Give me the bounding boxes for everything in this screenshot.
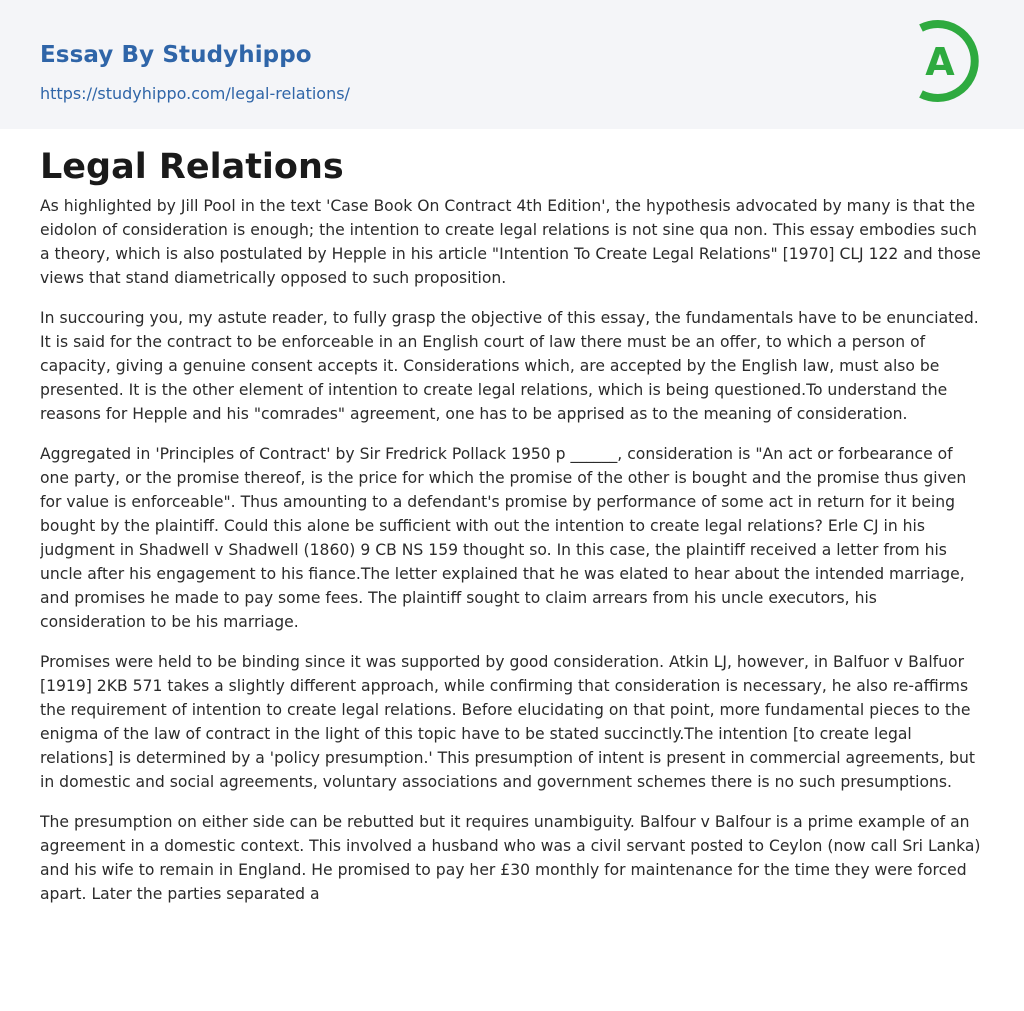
article-paragraph-4: Promises were held to be binding since it was supported by good consideration. Atkin LJ, however, in Balfuor v Balfuor [1919] 2KB 571 takes a slightly different approach, while confirming that consideration is necessary, he also re-affirms the requirement of intention to create legal relations. Before elucidating on that point, more fundamental pieces to the enigma of the law of contract in the light of this topic have to be stated succinctly.The intention [to create legal relations] is determined by a 'policy presumption.' This presumption of intent is present in commercial agreements, but in domestic and social agreements, voluntary associations and government schemes there is no such presumptions. — [40, 653, 975, 791]
site-title[interactable]: Essay By Studyhippo — [40, 42, 312, 68]
logo-icon — [900, 18, 986, 106]
page-url-link[interactable]: https://studyhippo.com/legal-relations/ — [40, 84, 350, 103]
page-title: Legal Relations — [40, 147, 344, 187]
article-paragraph-5: The presumption on either side can be rebutted but it requires unambiguity. Balfour v Balfour is a prime example of an agreement in a domestic context. This involved a husband who was a civil servant posted to Ceylon (now call Sri Lanka) and his wife to remain in England. He promised to pay her £30 monthly for maintenance for the time they were forced apart. Later the parties separated a — [40, 813, 981, 903]
article-paragraph-3: Aggregated in 'Principles of Contract' by Sir Fredrick Pollack 1950 p ______, consideration is "An act or forbearance of one party, or the promise thereof, is the price for which the promise of the other is bought and the promise thus given for value is enforceable". Thus amounting to a defendant's promise by performance of some act in return for it being bought by the plaintiff. Could this alone be sufficient with out the intention to create legal relations? Erle CJ in his judgment in Shadwell v Shadwell (1860) 9 CB NS 159 thought so. In this case, the plaintiff received a letter from his uncle after his engagement to his fiance.The letter explained that he was elated to hear about the intended marriage, and promises he made to pay some fees. The plaintiff sought to claim arrears from his uncle executors, his consideration to be his marriage. — [40, 445, 967, 631]
article-body — [40, 194, 986, 964]
article-paragraph-1: As highlighted by Jill Pool in the text 'Case Book On Contract 4th Edition', the hypothesis advocated by many is that the eidolon of consideration is enough; the intention to create legal relations is not sine qua non. This essay embodies such a theory, which is also postulated by Hepple in his article "Intention To Create Legal Relations" [1970] CLJ 122 and those views that stand diametrically opposed to such proposition. — [40, 197, 981, 287]
studyhippo-logo[interactable] — [900, 18, 986, 106]
article-paragraph-2: In succouring you, my astute reader, to fully grasp the objective of this essay, the fundamentals have to be enunciated. It is said for the contract to be enforceable in an English court of law there must be an offer, to which a person of capacity, giving a genuine consent accepts it. Considerations which, are accepted by the English law, must also be presented. It is the other element of intention to create legal relations, which is being questioned.To understand the reasons for Hepple and his "comrades" agreement, one has to be apprised as to the meaning of consideration. — [40, 309, 979, 423]
logo-letter: A — [925, 40, 955, 84]
